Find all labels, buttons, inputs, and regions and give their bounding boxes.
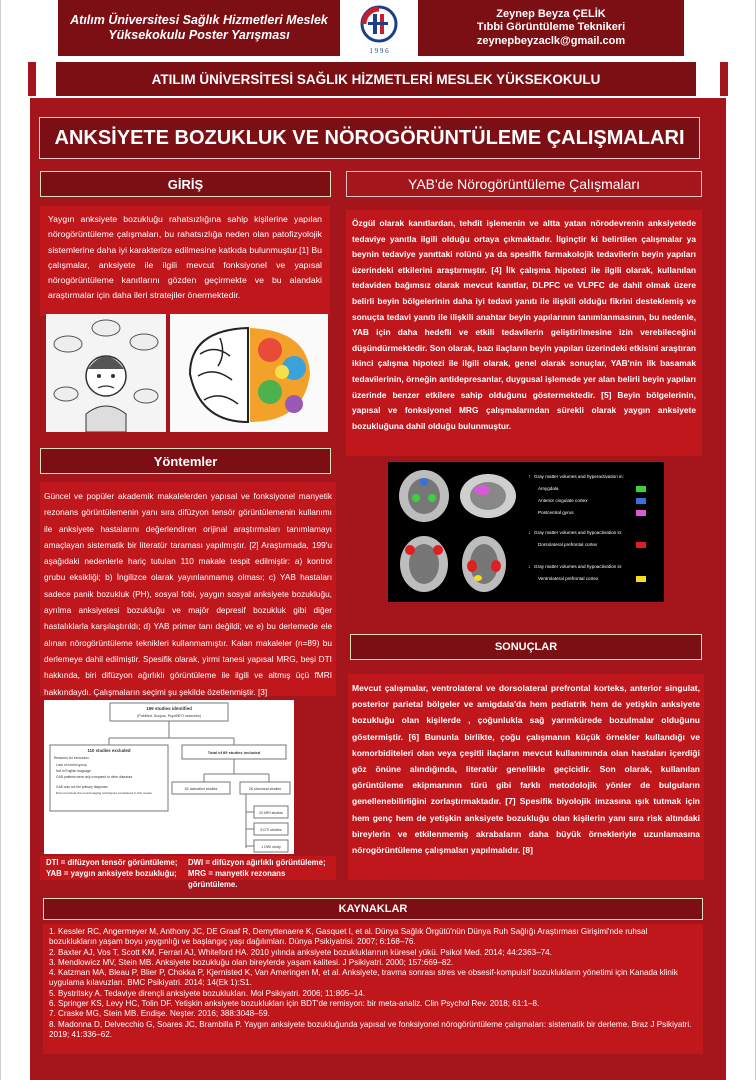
- flow-top-sub: (PubMed, Scopus, PsycINFO searches): [137, 714, 201, 718]
- poster-title-text: ANKSİYETE BOZUKLUK VE NÖROGÖRÜNTÜLEME ÇALIŞMALARI: [54, 126, 685, 149]
- abbreviations: [40, 856, 336, 889]
- reference-1: 1. Kessler RC, Angermeyer M, Anthony JC, DE Graaf R, Demyttenaere K, Gasquet I, et al. Dünya Sağlık Örgütü'nün Dünya Ruh Sağlığı Araştırması Girişimi'nde ruhsal bozuklukların yaşam boyu yaygınlığı ve başlangıç yaşı dağılımları. Dünya Psikiyatrisi. 2007; 6:168–76.: [49, 927, 648, 947]
- reference-4: 4. Katzman MA, Bleau P, Blier P, Chokka P, Kjernisted K, Van Ameringen M, et al. Anksiyete, travma sonrası stres ve obsesif-kompulsif bozuklukların yönetimi için Kanada klinik uygulama kılavuzları. BMC Psikiyatri. 2014; 14(Ek 1):S1.: [49, 968, 678, 988]
- brain-down-arrow-1: ↓: [528, 530, 531, 536]
- yontemler-text: Güncel ve popüler akademik makalelerden yapısal ve fonksiyonel manyetik rezonans görüntülemenin yanı sıra difüzyon tensör görüntülemenin kullanımı ile anksiyete hastalarını değerlendiren orijinal araştırmaları tanımlamayı amaçlayan sistematik bir literatür taraması yapılmıştır. [2] Araştırmada, 199'u aşağıdaki nedenlerle hariç tutulan 110 makale tespit edilmiştir: a) kontrol grubu eksikliği; b) İngilizce olarak yayınlanmamış olması; c) YAB hastaları sadece panik bozukluk (PH), sosyal fobi, yaygın sosyal anksiyete bozukluğu, ayrılma anksiyetesi bozukluğu ve majör depresif bozukluk gibi diğer hastalıklarla karşılaştırıldı; d) YAB primer tanı değildi; ve e) bu derlemede ele alınan nörogörüntüleme teknikleri kullanmamıştır. Kalan makaleler (n=89) bu derlemeye dahil edilmiştir. Spesifik olarak, yirmi tanesi yapısal MRG, beşi DTI hakkında, biri difüzyon ağırlıklı görüntüleme ile ilgili ve altmış üçü fMRI hakkındaydı. Çalışmaların seçimi şu şekilde özetlenmiştir. [3]: [40, 482, 336, 696]
- study-selection-flowchart: [44, 700, 294, 854]
- giris-heading-text: GİRİŞ: [167, 176, 204, 192]
- reference-3: 3. Mendlowicz MV, Stein MB. Anksiyete bozukluğu olan bireylerde yaşam kalitesi. J Psikiyatri. 2000; 157:669–82.: [49, 957, 454, 967]
- giris-text: Yaygın anksiyete bozukluğu rahatsızlığına sahip kişilerine yapılan nörogörüntüleme çalışmaları, bu rahatsızlığa neden olan patofizyolojik sistemlerine daha iyi karakterize edilmesine katkıda bulunmuştur.[1] Bu çalışmalar, anksiyete ile ilgili mevcut fonksiyonel ve yapısal nörogörüntüleme kanıtlarını gözden geçirmekte ve bu alandaki araştırmalar için daha ileri stratejiler önermektedir.: [40, 206, 330, 316]
- brain-decrease-title-1: Gray matter volumes and hypoactivation in:: [534, 530, 623, 535]
- reference-6: 6. Springer KS, Levy HC, Tolin DF. Yetişkin anksiyete bozuklukları için BDT'de remisyon: bir meta-analiz. Clin Psychol Rev. 2018; 61:1–8.: [49, 999, 540, 1009]
- author-info: [418, 0, 684, 56]
- flow-reason-1: Lack of control group: [56, 763, 87, 767]
- yontemler-heading: [40, 448, 331, 474]
- author-name: Zeynep Beyza ÇELİK: [496, 7, 606, 20]
- competition-title: [58, 0, 340, 56]
- flow-reason-5: Did not include the neuroimaging techniques considered in this review: [56, 791, 152, 795]
- abbrev-dti: DTI = difüzyon tensör görüntüleme;: [46, 858, 178, 867]
- legend-acc: Anterior cingulate cortex: [538, 498, 588, 503]
- brain-increase-title: Gray matter volumes and hyperactivation in:: [534, 474, 624, 479]
- flow-dti: 5 DTI studies: [260, 828, 282, 832]
- reference-7: 7. Craske MG, Stein MB. Endişe. Neşter. 2016; 388:3048–59.: [49, 1009, 270, 1019]
- sonuclar-heading: [350, 634, 702, 660]
- sonuclar-text: Mevcut çalışmalar, ventrolateral ve dorsolateral prefrontal korteks, anterior singulat, posterior parietal bölgeler ve amigdala'da hem pediatrik hem de yetişkin anksiyete bozukluğu olan kişilerde , çoğunlukla sağ yarımkürede bozulmalar olduğunu göstermiştir. [6] Bununla birlikte, çoğu çalışmanın küçük örnekler kullandığı ve komorbiditeleri olan veya çeşitli ilaçların mevcut kullanımında olan hastaları içerdiği göz önüne alındığında, literatür genellikle geçicidir. Son olarak, kullanılan görüntüleme ekipmanının türü gibi farklı metodolojik yönler de bulguların genellenebilirliğini zorlaştırmaktadır. [7] Spesifik biyolojik imzasına ışık tutmak için hem genç hem de yetişkin anksiyete bozukluğu olan kişilerin yanı sıra risk altındaki bireylerin ve etkilenmemiş akrabaların daha büyük örnekleriyle uzunlamasına nörogörüntüleme çalışmaları yapılmalıdır. [8]: [348, 674, 704, 880]
- legend-dlpfc: Dorsolateral prefrontal cortex: [538, 542, 598, 547]
- flow-reason-3: GAD patients were only compared to other diseases: [56, 775, 133, 779]
- yab-heading: [346, 171, 702, 197]
- school-name-bar: [56, 62, 696, 96]
- competition-title-line2: Yüksekokulu Poster Yarışması: [108, 28, 290, 42]
- flow-top: 199 studies identified: [146, 706, 192, 711]
- reference-2: 2. Baxter AJ, Vos T, Scott KM, Ferrari AJ, Whiteford HA. 2010 yılında anksiyete bozukluklarının küresel yükü. Psikol Med. 2014; 44:2363–74.: [49, 947, 552, 957]
- reference-8: 8. Madonna D, Delvecchio G, Soares JC, Brambilla P. Yaygın anksiyete bozukluğunda yapısal ve fonksiyonel nörogörüntüleme çalışmaları: sistematik bir derleme. Braz J Psikiyatri. 2019; 41:336–62.: [49, 1019, 692, 1039]
- flow-excluded: 110 studies excluded: [87, 748, 131, 753]
- anxious-person-illustration: [46, 314, 166, 432]
- school-bar-accent-right: [720, 62, 728, 96]
- abbrev-yab: YAB = yaygın anksiyete bozukluğu;: [46, 869, 177, 878]
- flow-reason-2: Not in English language: [56, 769, 91, 773]
- school-name: ATILIM ÜNİVERSİTESİ SAĞLIK HİZMETLERİ MESLEK YÜKSEKOKULU: [151, 71, 601, 87]
- flow-dwi: 1 DWI study: [261, 845, 281, 849]
- flow-included: Total of 89 studies included: [207, 750, 261, 755]
- sonuclar-heading-text: SONUÇLAR: [494, 641, 558, 653]
- school-bar-accent-left: [28, 62, 36, 96]
- legend-vlpfc: Ventrolateral prefrontal cortex: [538, 576, 599, 581]
- legend-postcentral: Postcentral gyrus: [538, 510, 574, 515]
- yontemler-heading-text: Yöntemler: [153, 453, 218, 469]
- brain-up-arrow: ↑: [528, 474, 531, 480]
- kaynaklar-heading-text: KAYNAKLAR: [338, 903, 408, 915]
- poster-title: [39, 117, 700, 159]
- flow-mri: 20 MRI studies: [259, 811, 283, 815]
- brain-regions-figure: [388, 462, 664, 602]
- giris-heading: [40, 171, 331, 197]
- kaynaklar-heading: [43, 898, 703, 920]
- brain-decrease-title-2: Gray matter volumes and hypoactivation in:: [534, 564, 623, 569]
- flow-activation: 62 activation studies: [184, 787, 218, 791]
- abbrev-dwi: DWI = difüzyon ağırlıklı görüntüleme;: [188, 858, 326, 867]
- author-email[interactable]: zeynepbeyzaclk@gmail.com: [476, 34, 626, 47]
- flow-excluded-sub: Reasons for exclusion:: [54, 756, 90, 760]
- logo-year: 1 9 9 6: [369, 47, 389, 55]
- yab-text: Özgül olarak kanıtlardan, tehdit işlemenin ve altta yatan nörodevrenin anksiyetede tedaviye yanıtla ilgili olduğu ortaya çıkmaktadır. İlginçtir ki belirtilen çalışmalar ya beynin tedaviye yanıttaki rolünü ya da spesifik farmakolojik tedavilerin beyin yapıları üzerindeki etkilerini araştırmıştır. [4] İlk çalışma hipotezi ile ilgili olarak, kullanılan tedaviden bağımsız olarak mevcut kanıtlar, DLPFC ve VLPFC de dahil olmak üzere belirli beyin bölgelerinin daha iyi tedavi yanıtı ile ilişkili olduğu fikrini desteklemiş ve sonuçta tedavi yanıtı ile ilişkili anahtar beyin yapılarının tanımlanmasının, bu nedenle, YAB için daha hedefli ve etkili tedavilerin geliştirilmesine izin verebileceğini düşündürmektedir. Son olarak, bazı ilaçların beyin yapıları üzerindeki etkisini araştıran ikinci çalışma hipotezi ile ilgili olarak, genel olarak sonuçlar, YAB'nin ilk basamak tedavilerinin, örneğin antidepresanlar, duygusal işlemede yer alan belirli beyin yapıları üzerinde benzer etkilere sahip olduğunu göstermektedir. [5] Beyin bölgelerinin, yapısal ve fonksiyonel MRG çalışmalarından sürekli olarak yaygın anksiyete bozukluğuna dahil olduğu bulunmuştur.: [346, 210, 702, 456]
- flow-reason-4: GAD was not the primary diagnosis: [56, 785, 108, 789]
- competition-title-line1: Atılım Üniversitesi Sağlık Hizmetleri Meslek: [70, 13, 328, 27]
- author-program: Tıbbi Görüntüleme Teknikeri: [476, 21, 626, 34]
- brain-down-arrow-2: ↓: [528, 564, 531, 570]
- yab-heading-text: YAB'de Nörogörüntüleme Çalışmaları: [408, 176, 640, 192]
- references-list: [43, 924, 703, 1054]
- university-logo: [340, 0, 418, 58]
- abbrev-mrg: MRG = manyetik rezonans görüntüleme.: [188, 869, 286, 889]
- colorful-brain-illustration: [170, 314, 328, 432]
- reference-5: 5. Bystritsky A. Tedaviye dirençli anksiyete bozuklukları. Mol Psikiyatri. 2006; 11:805–14.: [49, 988, 365, 998]
- logo-icon: [340, 0, 418, 58]
- flow-structural: 26 structural studies: [248, 787, 282, 791]
- legend-amygdala: Amygdala: [538, 486, 559, 491]
